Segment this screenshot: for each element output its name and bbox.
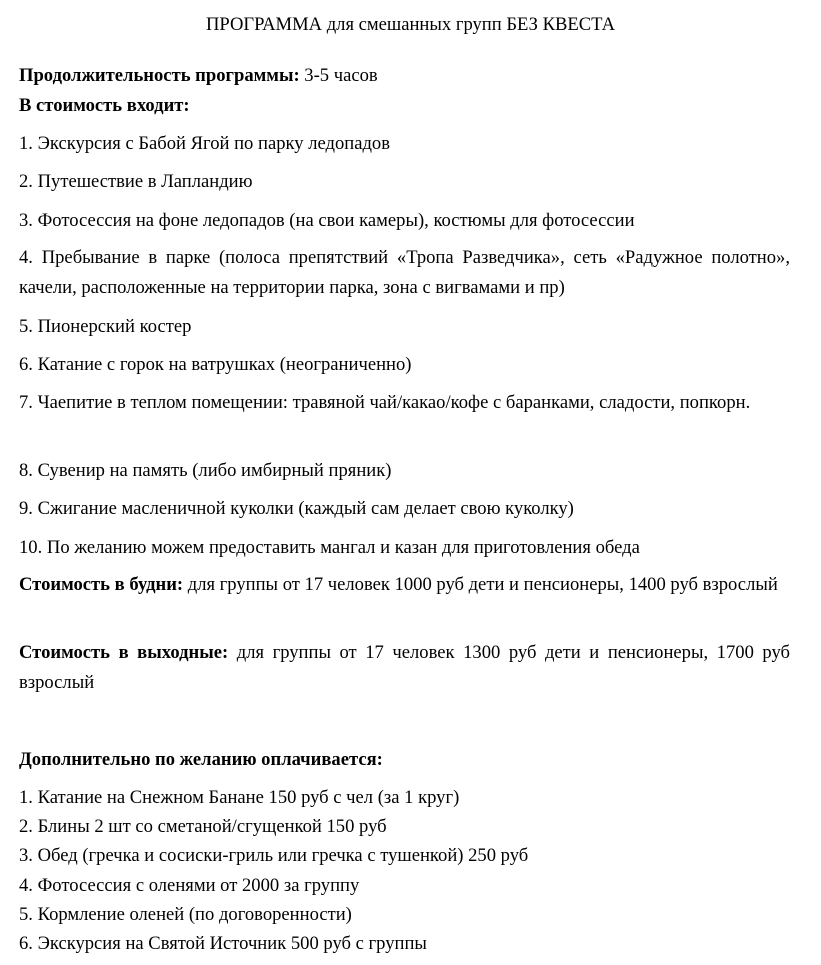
price-weekday: [19, 570, 790, 600]
included-item: 8. Сувенир на память (либо имбирный пряник): [19, 460, 392, 481]
included-item: 2. Путешествие в Лапландию: [19, 171, 253, 192]
price-weekend-value: для группы от 17 человек 1300 руб дети и пенсионеры, 1700 руб взрослый: [19, 642, 790, 693]
extra-item: 1. Катание на Снежном Банане 150 руб с чел (за 1 круг): [19, 787, 460, 808]
extra-item: 5. Кормление оленей (по договоренности): [19, 904, 352, 925]
extra-item: 2. Блины 2 шт со сметаной/сгущенкой 150 руб: [19, 816, 387, 837]
included-item: 4. Пребывание в парке (полоса препятствий «Тропа Разведчика», сеть «Радужное полотно», качели, расположенные на территории парка, зона с вигвамами и пр): [19, 247, 790, 298]
price-weekend: [19, 638, 790, 698]
included-item: 5. Пионерский костер: [19, 316, 192, 337]
included-item: 1. Экскурсия с Бабой Ягой по парку ледопадов: [19, 133, 391, 154]
included-heading: [19, 91, 790, 121]
extras-heading-text: Дополнительно по желанию оплачивается:: [19, 749, 383, 770]
document-title: ПРОГРАММА для смешанных групп БЕЗ КВЕСТА: [206, 14, 615, 35]
price-weekday-label: Стоимость в будни:: [19, 574, 184, 595]
extras-heading: [19, 745, 790, 775]
included-heading-text: В стоимость входит:: [19, 95, 190, 116]
included-item: 6. Катание с горок на ватрушках (неограниченно): [19, 354, 412, 375]
included-item: 9. Сжигание масленичной куколки (каждый сам делает свою куколку): [19, 498, 574, 519]
duration-line: [19, 61, 790, 91]
duration-value: 3-5 часов: [299, 65, 378, 86]
included-item: 3. Фотосессия на фоне ледопадов (на свои камеры), костюмы для фотосессии: [19, 210, 635, 231]
extra-item: 4. Фотосессия с оленями от 2000 за группу: [19, 875, 360, 896]
included-item: 10. По желанию можем предоставить мангал и казан для приготовления обеда: [19, 537, 640, 558]
price-weekday-value: для группы от 17 человек 1000 руб дети и пенсионеры, 1400 руб взрослый: [183, 574, 778, 595]
included-item: 7. Чаепитие в теплом помещении: травяной чай/какао/кофе с баранками, сладости, попкорн.: [19, 392, 751, 413]
extra-item: 3. Обед (гречка и сосиски-гриль или гречка с тушенкой) 250 руб: [19, 845, 529, 866]
price-weekend-label: Стоимость в выходные:: [19, 642, 229, 663]
duration-label: Продолжительность программы:: [19, 65, 300, 86]
extra-item: 6. Экскурсия на Святой Источник 500 руб с группы: [19, 933, 427, 954]
